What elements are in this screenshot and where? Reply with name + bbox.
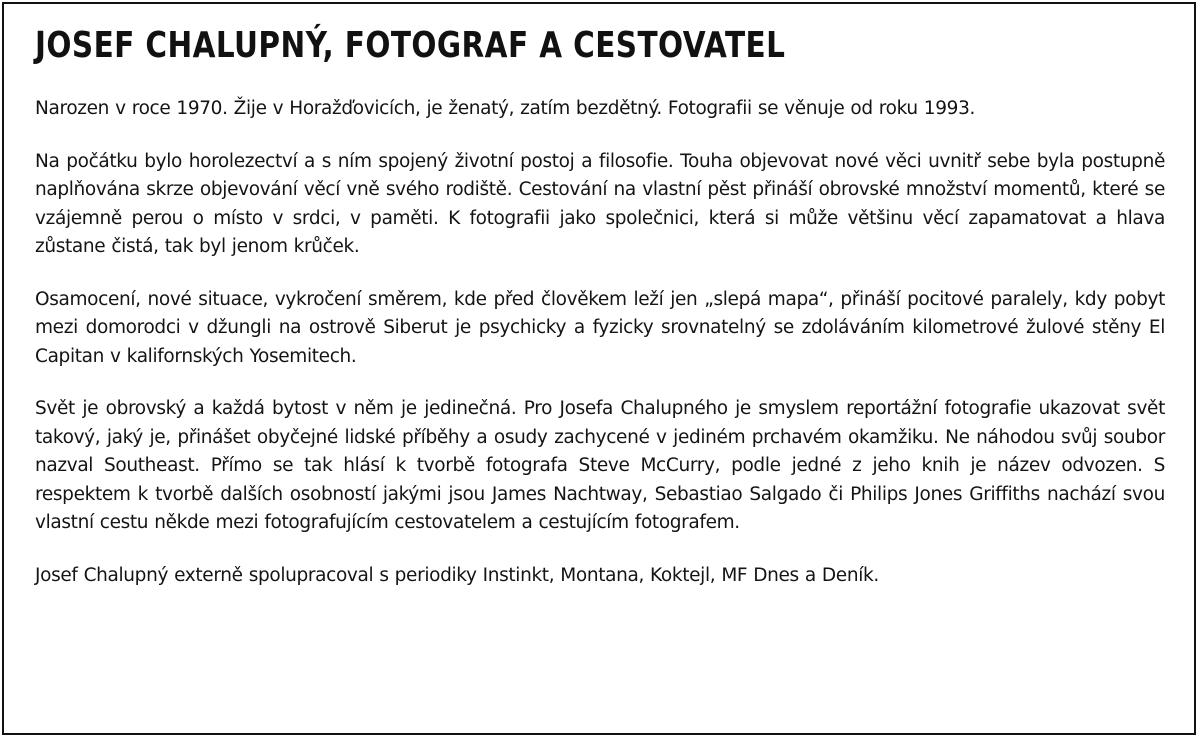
paragraph-collaboration: Josef Chalupný externě spolupracoval s periodiky Instinkt, Montana, Koktejl, MF Dnes a Deník. [35,564,879,586]
page-title: JOSEF CHALUPNÝ, FOTOGRAF A CESTOVATEL [35,25,786,66]
paragraph-birth: Narozen v roce 1970. Žije v Horažďovicích, je ženatý, zatím bezdětný. Fotografii se věnuje od roku 1993. [35,98,976,119]
paragraph-world: Svět je obrovský a každá bytost v něm je jedinečná. Pro Josefa Chalupného je smyslem reportážní fotografie ukazovat svět takový, jaký je, přinášet obyčejné lidské příběhy a osudy zachycené v jediném prchavém okamžiku. Ne náhodou svůj soubor nazval Southeast. Přímo se tak hlásí k tvorbě fotografa Steve McCurry, podle jedné z jeho knih je název odvozen. S respektem k tvorbě dalších osobností jakými jsou James Nachtway, Sebastiao Salgado či Philips Jones Griffiths nachází svou vlastní cestu někde mezi fotografujícím cestovatelem a cestujícím fotografem. [35,398,1165,533]
paragraph-beginnings: Na počátku bylo horolezectví a s ním spojený životní postoj a filosofie. Touha objevovat nové věci uvnitř sebe byla postupně naplňována skrze objevování věcí vně svého rodiště. Cestování na vlastní pěst přináší obrovské množství momentů, které se vzájemně perou o místo v srdci, v paměti. K fotografii jako společnici, která si může většinu věcí zapamatovat a hlava zůstane čistá, tak byl jenom krůček. [35,150,1165,257]
document-body [35,22,1165,590]
paragraph-solitude: Osamocení, nové situace, vykročení směrem, kde před člověkem leží jen „slepá mapa“, přináší pocitové paralely, kdy pobyt mezi domorodci v džungli na ostrově Siberut je psychicky a fyzicky srovnatelný se zdoláváním kilometrové žulové stěny El Capitan v kalifornských Yosemitech. [35,288,1165,367]
